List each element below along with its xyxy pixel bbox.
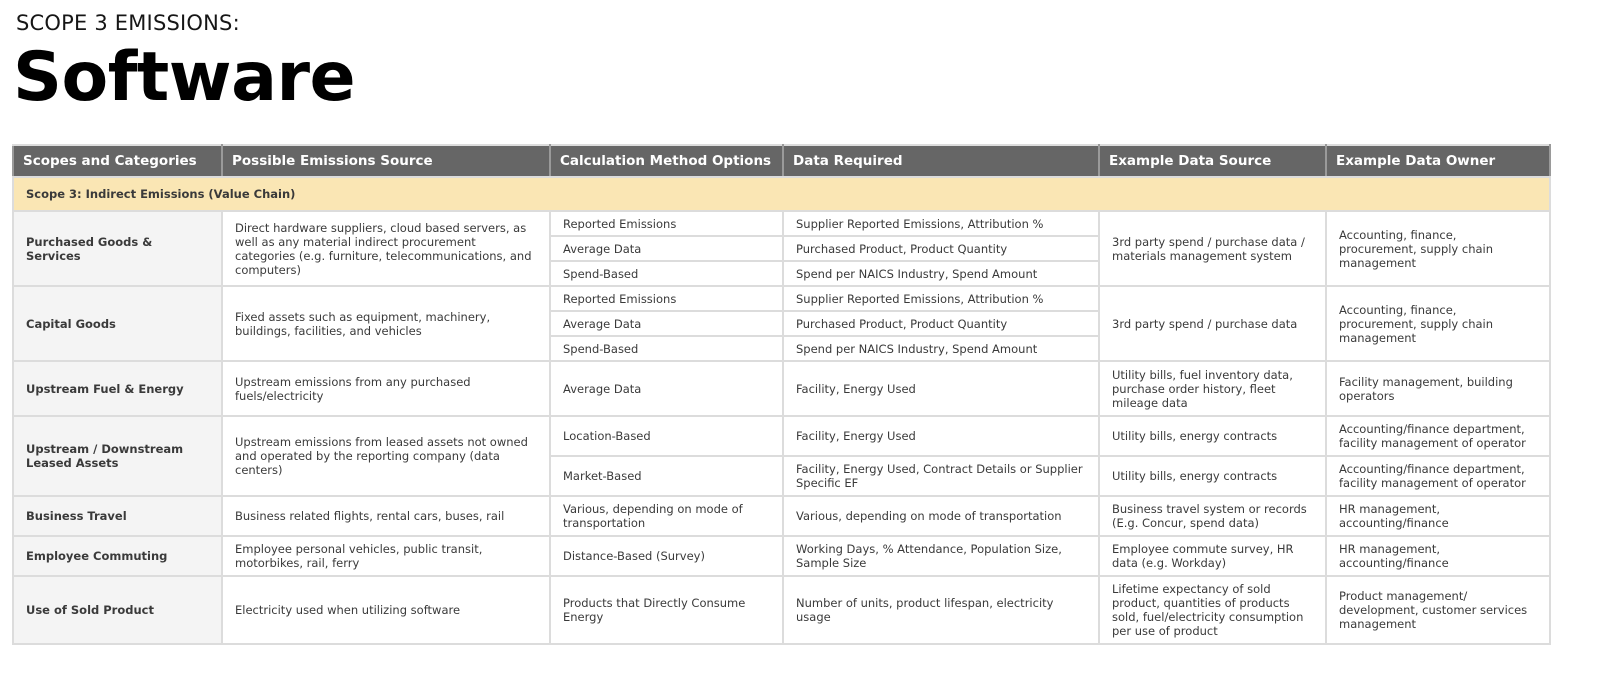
table-row (13, 361, 1550, 416)
data-required-cell: Number of units, product lifespan, electricity usage (783, 576, 1099, 644)
data-required-cell: Facility, Energy Used (783, 361, 1099, 416)
category-cell: Upstream / Downstream Leased Assets (13, 416, 222, 496)
source-cell: Upstream emissions from leased assets not owned and operated by the reporting company (data centers) (222, 416, 550, 496)
data-required-cell: Various, depending on mode of transportation (783, 496, 1099, 536)
data-required-cell: Purchased Product, Product Quantity (783, 311, 1099, 336)
source-cell: Fixed assets such as equipment, machinery, buildings, facilities, and vehicles (222, 286, 550, 361)
scope-label: Scope 3: Indirect Emissions (Value Chain) (13, 177, 1550, 211)
table-row (13, 536, 1550, 576)
page-eyebrow: SCOPE 3 EMISSIONS: (16, 11, 240, 35)
data-required-cell: Purchased Product, Product Quantity (783, 236, 1099, 261)
data-owner-cell: Accounting, finance, procurement, supply chain management (1326, 286, 1550, 361)
table-row (13, 416, 1550, 456)
category-cell: Business Travel (13, 496, 222, 536)
column-header: Example Data Source (1099, 145, 1326, 177)
source-cell: Electricity used when utilizing software (222, 576, 550, 644)
table-row (13, 576, 1550, 644)
column-header: Data Required (783, 145, 1099, 177)
method-cell: Spend-Based (550, 261, 783, 286)
data-source-cell: Business travel system or records (E.g. Concur, spend data) (1099, 496, 1326, 536)
column-header: Scopes and Categories (13, 145, 222, 177)
method-cell: Products that Directly Consume Energy (550, 576, 783, 644)
method-cell: Spend-Based (550, 336, 783, 361)
column-header: Calculation Method Options (550, 145, 783, 177)
method-cell: Average Data (550, 361, 783, 416)
method-cell: Reported Emissions (550, 211, 783, 236)
category-cell: Employee Commuting (13, 536, 222, 576)
column-header: Example Data Owner (1326, 145, 1550, 177)
method-cell: Location-Based (550, 416, 783, 456)
data-source-cell: Employee commute survey, HR data (e.g. Workday) (1099, 536, 1326, 576)
source-cell: Business related flights, rental cars, buses, rail (222, 496, 550, 536)
scope-section-row (13, 177, 1550, 211)
method-cell: Market-Based (550, 456, 783, 496)
data-required-cell: Spend per NAICS Industry, Spend Amount (783, 336, 1099, 361)
data-required-cell: Working Days, % Attendance, Population Size, Sample Size (783, 536, 1099, 576)
data-source-cell: Utility bills, energy contracts (1099, 456, 1326, 496)
data-required-cell: Spend per NAICS Industry, Spend Amount (783, 261, 1099, 286)
data-required-cell: Supplier Reported Emissions, Attribution % (783, 286, 1099, 311)
data-owner-cell: Accounting, finance, procurement, supply chain management (1326, 211, 1550, 286)
category-cell: Upstream Fuel & Energy (13, 361, 222, 416)
emissions-table (12, 144, 1551, 645)
category-cell: Capital Goods (13, 286, 222, 361)
table-header-row (13, 145, 1550, 177)
data-source-cell: Lifetime expectancy of sold product, quantities of products sold, fuel/electricity consumption per use of product (1099, 576, 1326, 644)
category-cell: Purchased Goods & Services (13, 211, 222, 286)
table-row (13, 211, 1550, 236)
data-owner-cell: Accounting/finance department, facility management of operator (1326, 456, 1550, 496)
data-owner-cell: HR management, accounting/finance (1326, 496, 1550, 536)
data-source-cell: Utility bills, energy contracts (1099, 416, 1326, 456)
data-source-cell: Utility bills, fuel inventory data, purchase order history, fleet mileage data (1099, 361, 1326, 416)
data-owner-cell: HR management, accounting/finance (1326, 536, 1550, 576)
page-title: Software (13, 38, 356, 117)
table-row (13, 286, 1550, 311)
category-cell: Use of Sold Product (13, 576, 222, 644)
data-required-cell: Supplier Reported Emissions, Attribution % (783, 211, 1099, 236)
column-header: Possible Emissions Source (222, 145, 550, 177)
method-cell: Distance-Based (Survey) (550, 536, 783, 576)
data-owner-cell: Product management/ development, customer services management (1326, 576, 1550, 644)
source-cell: Direct hardware suppliers, cloud based servers, as well as any material indirect procurement categories (e.g. furniture, telecommunications, and computers) (222, 211, 550, 286)
method-cell: Various, depending on mode of transportation (550, 496, 783, 536)
data-owner-cell: Accounting/finance department, facility management of operator (1326, 416, 1550, 456)
data-required-cell: Facility, Energy Used (783, 416, 1099, 456)
data-source-cell: 3rd party spend / purchase data / materials management system (1099, 211, 1326, 286)
method-cell: Average Data (550, 236, 783, 261)
source-cell: Upstream emissions from any purchased fuels/electricity (222, 361, 550, 416)
source-cell: Employee personal vehicles, public transit, motorbikes, rail, ferry (222, 536, 550, 576)
table-row (13, 496, 1550, 536)
method-cell: Average Data (550, 311, 783, 336)
method-cell: Reported Emissions (550, 286, 783, 311)
data-owner-cell: Facility management, building operators (1326, 361, 1550, 416)
data-required-cell: Facility, Energy Used, Contract Details or Supplier Specific EF (783, 456, 1099, 496)
data-source-cell: 3rd party spend / purchase data (1099, 286, 1326, 361)
